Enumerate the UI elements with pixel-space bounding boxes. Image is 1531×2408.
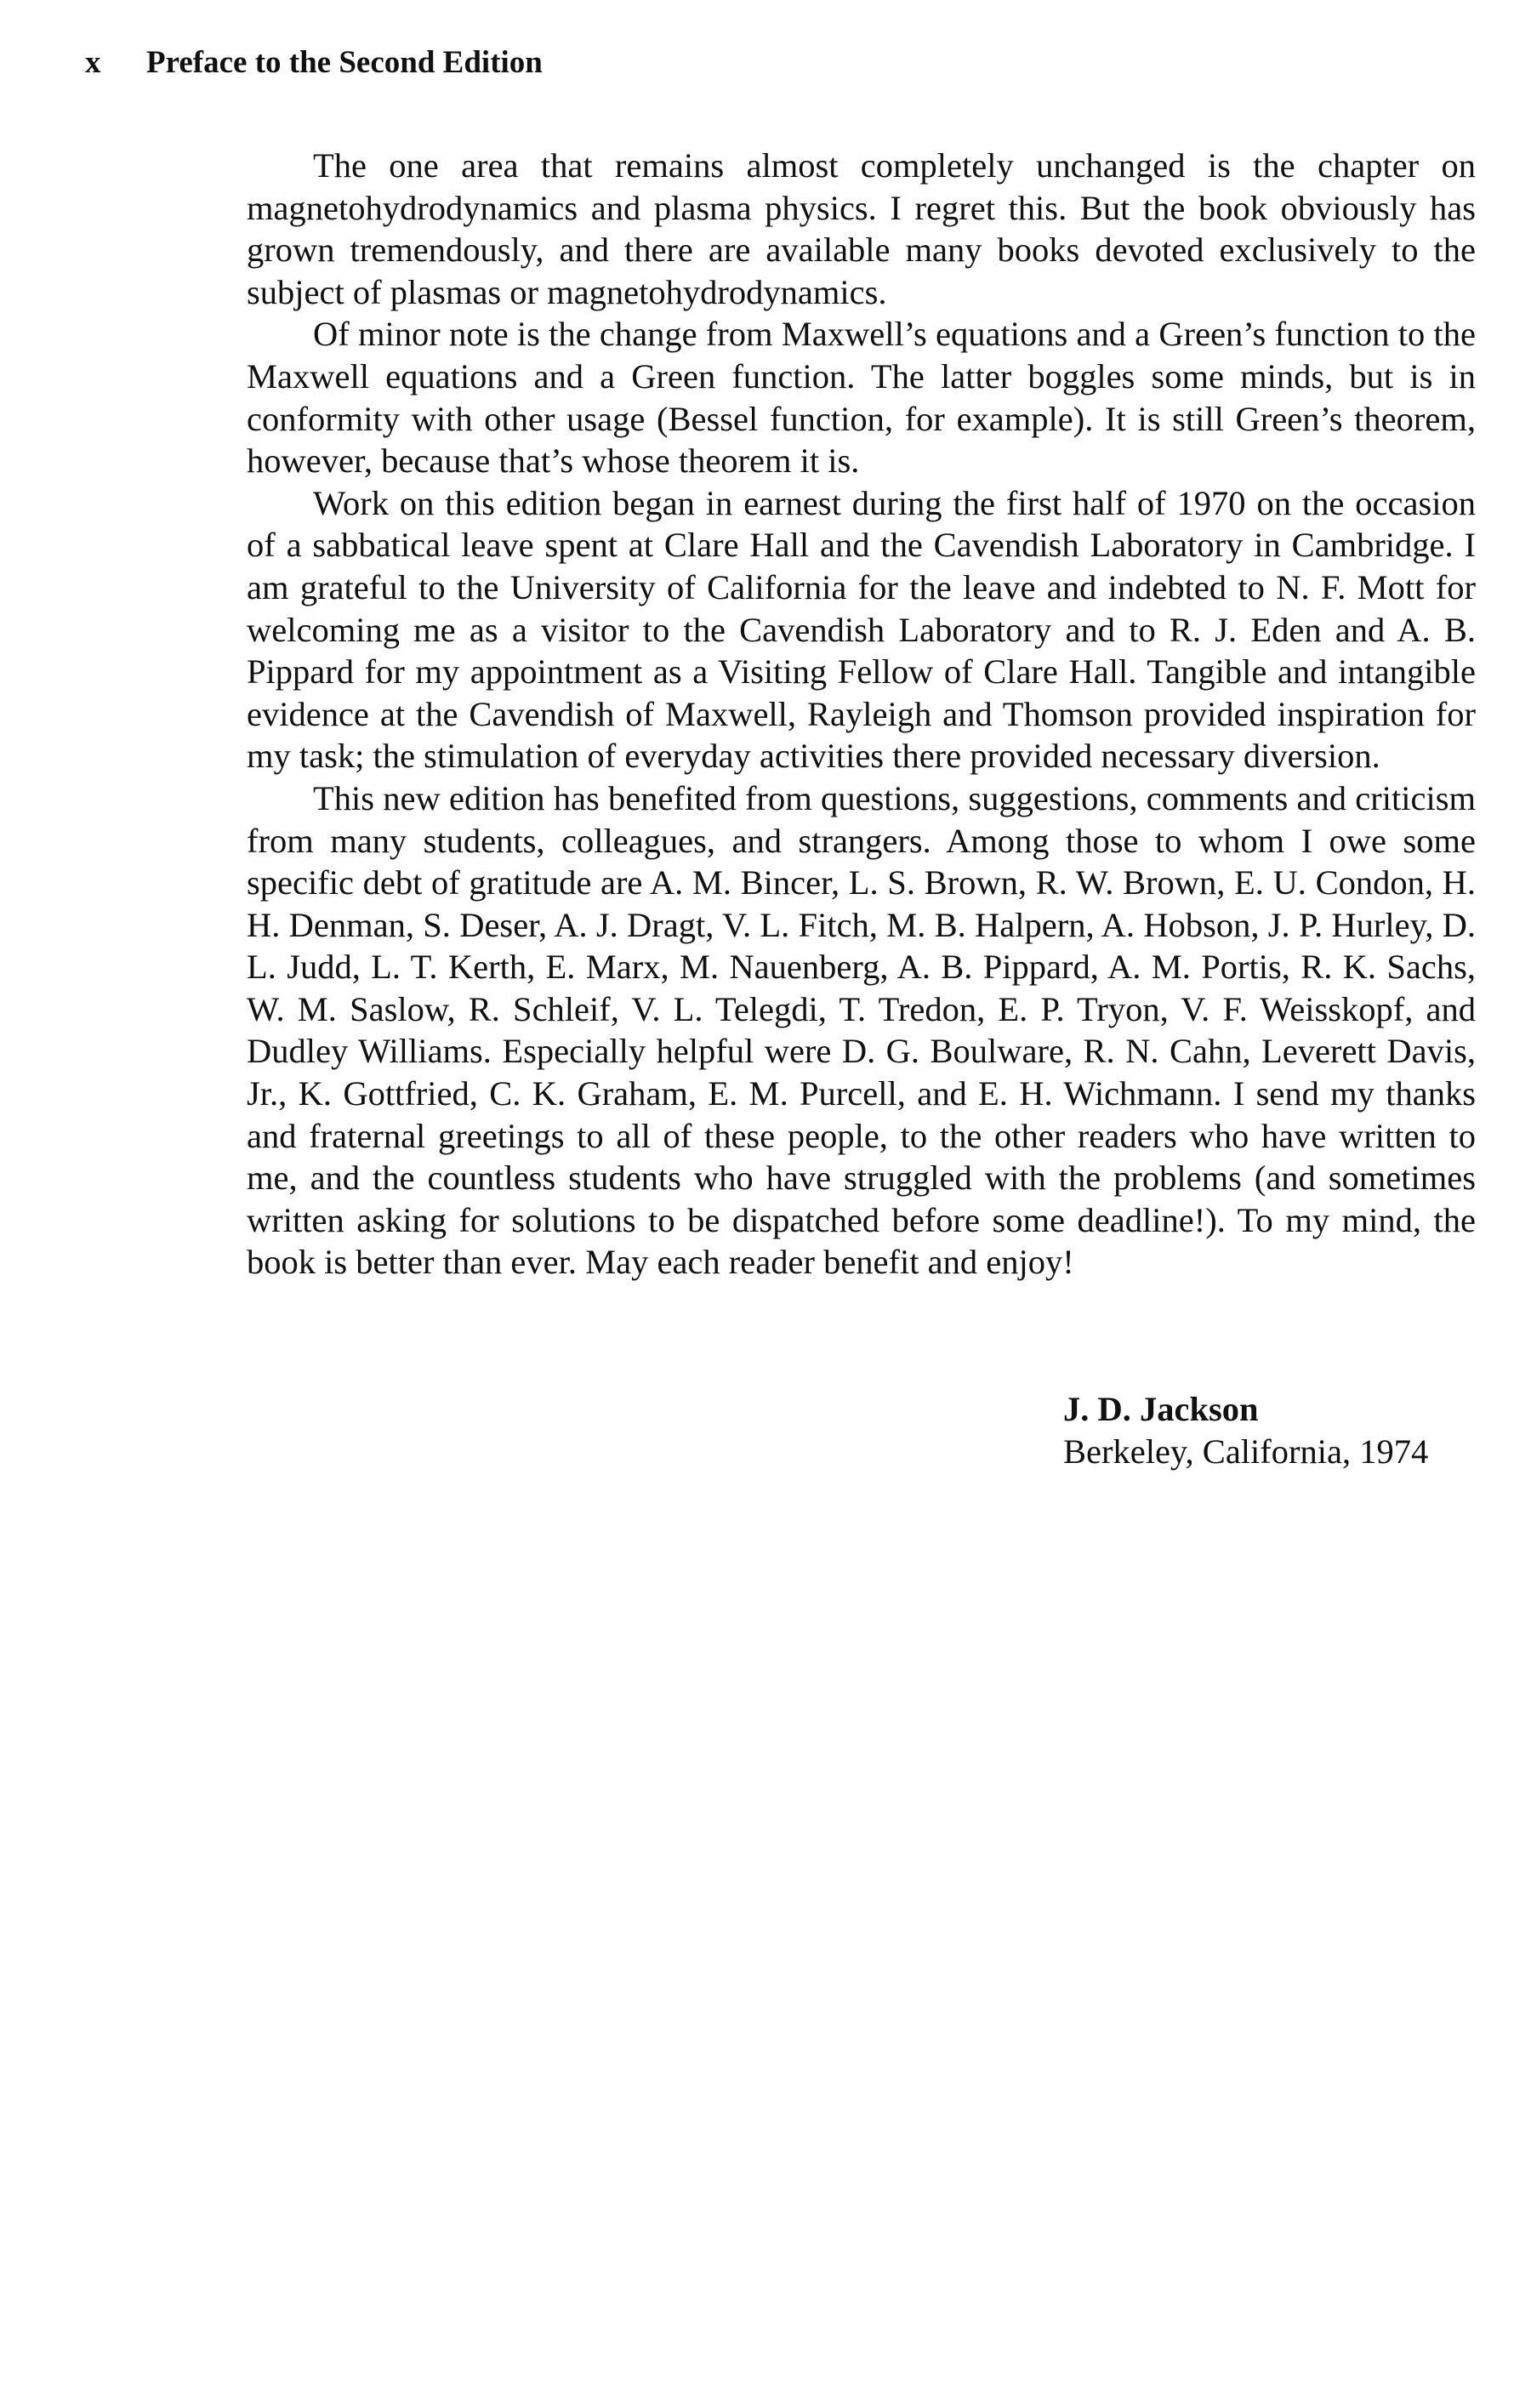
signature-block (1063, 1388, 1428, 1473)
author-name: J. D. Jackson (1063, 1390, 1259, 1428)
running-title: Preface to the Second Edition (146, 45, 543, 80)
paragraph-unchanged-chapter: The one area that remains almost completely unchanged is the chapter on magnetohydrodynamics and plasma physics. I regret this. But the book obviously has grown tremendously, and there are available many books devoted exclusively to the subject of plasmas or magnetohydrodynamics. (247, 146, 1476, 311)
paragraph-cambridge-sabbatical: Work on this edition began in earnest during the first half of 1970 on the occasion of a sabbatical leave spent at Clare Hall and the Cavendish Laboratory in Cambridge. I am grateful to the University of California for the leave and indebted to N. F. Mott for welcoming me as a visitor to the Cavendish Laboratory and to R. J. Eden and A. B. Pippard for my appointment as a Visiting Fellow of Clare Hall. Tangible and intangible evidence at the Cavendish of Maxwell, Rayleigh and Thomson provided inspiration for my task; the stimulation of everyday activities there provided necessary diversion. (247, 483, 1476, 776)
paragraph-green-function-note: Of minor note is the change from Maxwell’s equations and a Green’s function to the Maxwell equations and a Green function. The latter boggles some minds, but is in conformity with other usage (Bessel function, for example). It is still Green’s theorem, however, because that’s whose theorem it is. (247, 315, 1476, 481)
page-number: x (85, 45, 101, 80)
preface-body (247, 145, 1476, 1284)
place-date: Berkeley, California, 1974 (1063, 1432, 1429, 1471)
paragraph-acknowledgments: This new edition has benefited from questions, suggestions, comments and criticism from many students, colleagues, and strangers. Among those to whom I owe some specific debt of gratitude are A. M. Bincer, L. S. Brown, R. W. Brown, E. U. Condon, H. H. Denman, S. Deser, A. J. Dragt, V. L. Fitch, M. B. Halpern, A. Hobson, J. P. Hurley, D. L. Judd, L. T. Kerth, E. Marx, M. Nauenberg, A. B. Pippard, A. M. Portis, R. K. Sachs, W. M. Saslow, R. Schleif, V. L. Telegdi, T. Tredon, E. P. Tryon, V. F. Weisskopf, and Dudley Williams. Especially helpful were D. G. Boulware, R. N. Cahn, Leverett Davis, Jr., K. Gottfried, C. K. Graham, E. M. Purcell, and E. H. Wichmann. I send my thanks and fraternal greetings to all of these people, to the other readers who have written to me, and the countless students who have struggled with the problems (and sometimes written asking for solutions to be dispatched before some deadline!). To my mind, the book is better than ever. May each reader benefit and enjoy! (247, 778, 1476, 1282)
running-head (85, 43, 543, 83)
